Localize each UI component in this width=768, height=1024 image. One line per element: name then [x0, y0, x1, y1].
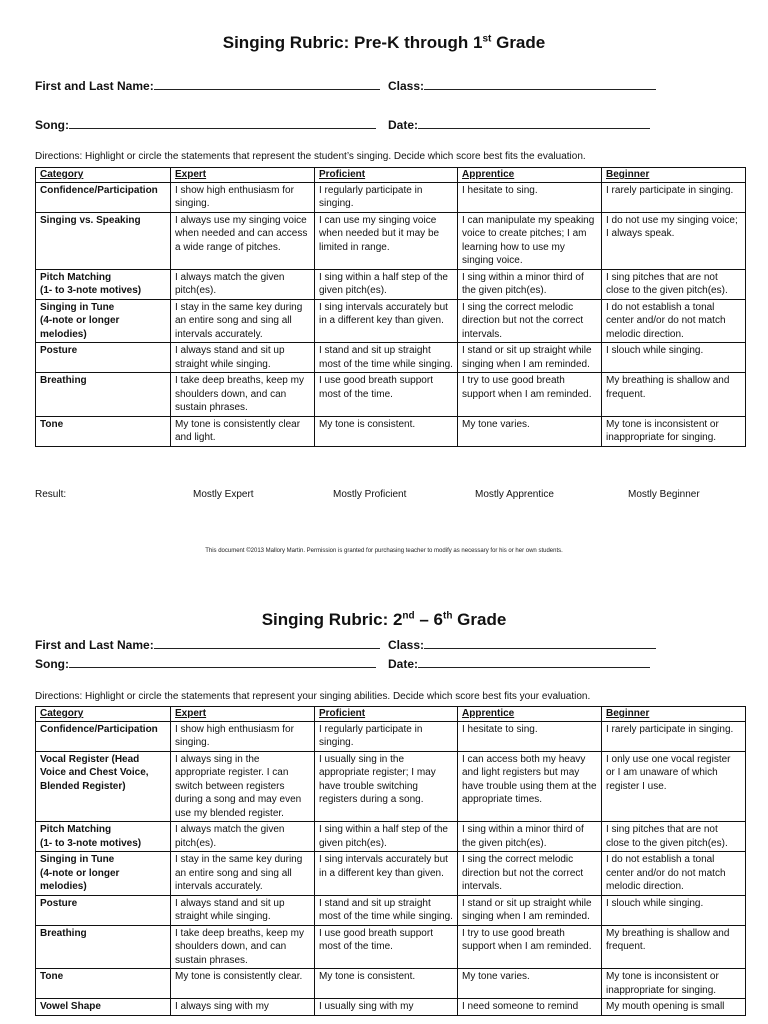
rubric-statement-cell[interactable]: My tone varies.: [458, 416, 602, 446]
header-proficient: Proficient: [315, 707, 458, 722]
rubric-statement-cell[interactable]: I only use one vocal register or I am unaware of which register I use.: [602, 751, 746, 822]
rubric-statement-cell[interactable]: I hesitate to sing.: [458, 721, 602, 751]
rubric-statement-cell[interactable]: I always use my singing voice when needed and can access a wide range of pitches.: [171, 212, 315, 269]
rubric-statement-cell[interactable]: I always stand and sit up straight while singing.: [171, 895, 315, 925]
rubric-statement-cell[interactable]: I can manipulate my speaking voice to create pitches; I am learning how to use my singing voice.: [458, 212, 602, 269]
rubric1-class-line[interactable]: [424, 78, 656, 90]
category-cell: Vowel Shape: [36, 999, 171, 1016]
rubric2-name-label: First and Last Name:: [35, 638, 154, 652]
rubric-statement-cell[interactable]: I rarely participate in singing.: [602, 721, 746, 751]
rubric2-class-field: [388, 637, 656, 652]
rubric1-name-line[interactable]: [154, 78, 380, 90]
rubric-statement-cell[interactable]: I stay in the same key during an entire song and sing all intervals accurately.: [171, 299, 315, 343]
rubric1-date-field: [388, 117, 650, 132]
table-row: [36, 269, 746, 299]
rubric-statement-cell[interactable]: I sing the correct melodic direction but not the correct intervals.: [458, 299, 602, 343]
rubric-statement-cell[interactable]: I can access both my heavy and light registers but may have trouble using them at the appropriate times.: [458, 751, 602, 822]
rubric2-title: [0, 610, 768, 630]
rubric1-date-line[interactable]: [418, 117, 650, 129]
table-row: [36, 373, 746, 417]
rubric-statement-cell[interactable]: My breathing is shallow and frequent.: [602, 373, 746, 417]
result-mostly-apprentice[interactable]: Mostly Apprentice: [475, 489, 554, 500]
rubric-statement-cell[interactable]: I try to use good breath support when I am reminded.: [458, 373, 602, 417]
rubric-statement-cell[interactable]: I slouch while singing.: [602, 343, 746, 373]
rubric-statement-cell[interactable]: I stand or sit up straight while singing when I am reminded.: [458, 895, 602, 925]
table-row: [36, 721, 746, 751]
rubric-statement-cell[interactable]: My tone is inconsistent or inappropriate for singing.: [602, 416, 746, 446]
rubric-statement-cell[interactable]: I need someone to remind: [458, 999, 602, 1016]
table-row: [36, 999, 746, 1016]
rubric-statement-cell[interactable]: I do not use my singing voice; I always speak.: [602, 212, 746, 269]
header-expert: Expert: [171, 168, 315, 183]
rubric-statement-cell[interactable]: I take deep breaths, keep my shoulders down, and can sustain phrases.: [171, 373, 315, 417]
rubric-statement-cell[interactable]: I sing intervals accurately but in a different key than given.: [315, 852, 458, 896]
category-cell: Tone: [36, 416, 171, 446]
result-mostly-proficient[interactable]: Mostly Proficient: [333, 489, 407, 500]
rubric2-directions: Directions: Highlight or circle the statements that represent your singing abilities. Decide which score best fits your evaluation.: [35, 691, 591, 702]
rubric-statement-cell[interactable]: I can use my singing voice when needed but it may be limited in range.: [315, 212, 458, 269]
category-cell: Confidence/Participation: [36, 182, 171, 212]
rubric2-title-mid: – 6: [414, 610, 443, 629]
header-beginner: Beginner: [602, 168, 746, 183]
rubric-statement-cell[interactable]: I take deep breaths, keep my shoulders down, and can sustain phrases.: [171, 925, 315, 969]
rubric1-table: [35, 167, 746, 447]
rubric2-class-line[interactable]: [424, 637, 656, 649]
rubric-statement-cell[interactable]: My tone is inconsistent or inappropriate for singing.: [602, 969, 746, 999]
category-cell: Breathing: [36, 373, 171, 417]
header-proficient: Proficient: [315, 168, 458, 183]
rubric-statement-cell[interactable]: I usually sing in the appropriate register; I may have trouble switching registers during a song.: [315, 751, 458, 822]
rubric1-title-end: Grade: [491, 33, 546, 52]
table-row: [36, 852, 746, 896]
rubric-statement-cell[interactable]: I rarely participate in singing.: [602, 182, 746, 212]
rubric1-song-line[interactable]: [69, 117, 376, 129]
rubric2-table: [35, 706, 746, 1016]
category-cell: Posture: [36, 343, 171, 373]
rubric1-song-label: Song:: [35, 118, 69, 132]
rubric2-header-row: [36, 707, 746, 722]
rubric-statement-cell[interactable]: I sing within a half step of the given pitch(es).: [315, 822, 458, 852]
rubric-statement-cell[interactable]: I sing intervals accurately but in a different key than given.: [315, 299, 458, 343]
rubric2-title-end: Grade: [452, 610, 507, 629]
category-cell: Singing in Tune (4-note or longer melodies): [36, 852, 171, 896]
header-expert: Expert: [171, 707, 315, 722]
rubric-statement-cell[interactable]: I hesitate to sing.: [458, 182, 602, 212]
table-row: [36, 822, 746, 852]
category-cell: Vocal Register (Head Voice and Chest Voice, Blended Register): [36, 751, 171, 822]
rubric2-title-sup1: nd: [402, 610, 415, 622]
category-cell: Singing vs. Speaking: [36, 212, 171, 269]
table-row: [36, 182, 746, 212]
rubric-statement-cell[interactable]: I do not establish a tonal center and/or do not match melodic direction.: [602, 852, 746, 896]
rubric1-title-sup: st: [482, 33, 492, 45]
table-row: [36, 212, 746, 269]
rubric2-date-label: Date:: [388, 657, 419, 671]
category-cell: Confidence/Participation: [36, 721, 171, 751]
header-apprentice: Apprentice: [458, 168, 602, 183]
rubric-statement-cell[interactable]: I sing pitches that are not close to the given pitch(es).: [602, 269, 746, 299]
rubric-statement-cell[interactable]: I regularly participate in singing.: [315, 182, 458, 212]
result-label: Result:: [35, 489, 67, 500]
rubric-statement-cell[interactable]: I always sing in the appropriate register. I can switch between registers during a song and may even use my blended register.: [171, 751, 315, 822]
result-mostly-expert[interactable]: Mostly Expert: [193, 489, 254, 500]
rubric-statement-cell[interactable]: I stand and sit up straight most of the time while singing.: [315, 343, 458, 373]
rubric2-name-field: [35, 637, 380, 652]
rubric1-class-label: Class:: [388, 79, 425, 93]
rubric2-date-line[interactable]: [418, 656, 650, 668]
category-cell: Singing in Tune (4-note or longer melodies): [36, 299, 171, 343]
rubric1-name-label: First and Last Name:: [35, 79, 154, 93]
copyright-notice: This document ©2013 Mallory Martin. Permission is granted for purchasing teacher to modify as necessary for his or her own students.: [205, 548, 563, 554]
rubric-statement-cell[interactable]: I sing the correct melodic direction but not the correct intervals.: [458, 852, 602, 896]
result-mostly-beginner[interactable]: Mostly Beginner: [628, 489, 700, 500]
category-cell: Breathing: [36, 925, 171, 969]
rubric1-header-row: [36, 168, 746, 183]
table-row: [36, 925, 746, 969]
rubric-statement-cell[interactable]: I use good breath support most of the time.: [315, 373, 458, 417]
rubric-statement-cell[interactable]: I show high enthusiasm for singing.: [171, 721, 315, 751]
category-cell: Tone: [36, 969, 171, 999]
rubric-statement-cell[interactable]: I sing pitches that are not close to the given pitch(es).: [602, 822, 746, 852]
rubric2-date-field: [388, 656, 650, 671]
rubric-statement-cell[interactable]: My tone is consistently clear.: [171, 969, 315, 999]
rubric-statement-cell[interactable]: I sing within a minor third of the given pitch(es).: [458, 269, 602, 299]
table-row: [36, 895, 746, 925]
rubric-statement-cell[interactable]: I use good breath support most of the time.: [315, 925, 458, 969]
rubric2-class-label: Class:: [388, 638, 425, 652]
rubric-statement-cell[interactable]: I regularly participate in singing.: [315, 721, 458, 751]
rubric-statement-cell[interactable]: I always match the given pitch(es).: [171, 822, 315, 852]
rubric2-song-line[interactable]: [69, 656, 376, 668]
table-row: [36, 751, 746, 822]
rubric-statement-cell[interactable]: I stand or sit up straight while singing when I am reminded.: [458, 343, 602, 373]
table-row: [36, 343, 746, 373]
header-category: Category: [36, 168, 171, 183]
header-category: Category: [36, 707, 171, 722]
category-cell: Pitch Matching (1- to 3-note motives): [36, 269, 171, 299]
rubric-statement-cell[interactable]: My tone is consistent.: [315, 969, 458, 999]
rubric2-song-field: [35, 656, 376, 671]
rubric-statement-cell[interactable]: My tone varies.: [458, 969, 602, 999]
rubric2-title-sup2: th: [443, 610, 453, 622]
rubric1-directions: Directions: Highlight or circle the statements that represent the student’s singing. Decide which score best fits the evaluation.: [35, 151, 586, 162]
table-row: [36, 299, 746, 343]
category-cell: Posture: [36, 895, 171, 925]
rubric-statement-cell[interactable]: My tone is consistently clear and light.: [171, 416, 315, 446]
rubric-statement-cell[interactable]: I always sing with my: [171, 999, 315, 1016]
table-row: [36, 416, 746, 446]
header-beginner: Beginner: [602, 707, 746, 722]
rubric-statement-cell[interactable]: I stay in the same key during an entire song and sing all intervals accurately.: [171, 852, 315, 896]
rubric-statement-cell[interactable]: I usually sing with my: [315, 999, 458, 1016]
rubric2-song-label: Song:: [35, 657, 69, 671]
rubric-statement-cell[interactable]: My mouth opening is small: [602, 999, 746, 1016]
rubric-statement-cell[interactable]: My tone is consistent.: [315, 416, 458, 446]
rubric-statement-cell[interactable]: I sing within a minor third of the given pitch(es).: [458, 822, 602, 852]
rubric1-title-text: Singing Rubric: Pre-K through 1: [222, 33, 483, 52]
header-apprentice: Apprentice: [458, 707, 602, 722]
rubric-statement-cell[interactable]: I stand and sit up straight most of the time while singing.: [315, 895, 458, 925]
rubric-statement-cell[interactable]: I always stand and sit up straight while singing.: [171, 343, 315, 373]
rubric2-name-line[interactable]: [154, 637, 380, 649]
category-cell: Pitch Matching (1- to 3-note motives): [36, 822, 171, 852]
rubric1-date-label: Date:: [388, 118, 419, 132]
rubric2-title-text: Singing Rubric: 2: [261, 610, 403, 629]
rubric-statement-cell[interactable]: I do not establish a tonal center and/or do not match melodic direction.: [602, 299, 746, 343]
rubric1-song-field: [35, 117, 376, 132]
rubric1-title: [0, 33, 768, 53]
rubric-statement-cell[interactable]: I try to use good breath support when I am reminded.: [458, 925, 602, 969]
rubric-statement-cell[interactable]: I always match the given pitch(es).: [171, 269, 315, 299]
rubric1-name-field: [35, 78, 380, 93]
rubric-statement-cell[interactable]: I sing within a half step of the given pitch(es).: [315, 269, 458, 299]
table-row: [36, 969, 746, 999]
rubric-statement-cell[interactable]: My breathing is shallow and frequent.: [602, 925, 746, 969]
rubric1-class-field: [388, 78, 656, 93]
rubric-statement-cell[interactable]: I slouch while singing.: [602, 895, 746, 925]
rubric-statement-cell[interactable]: I show high enthusiasm for singing.: [171, 182, 315, 212]
